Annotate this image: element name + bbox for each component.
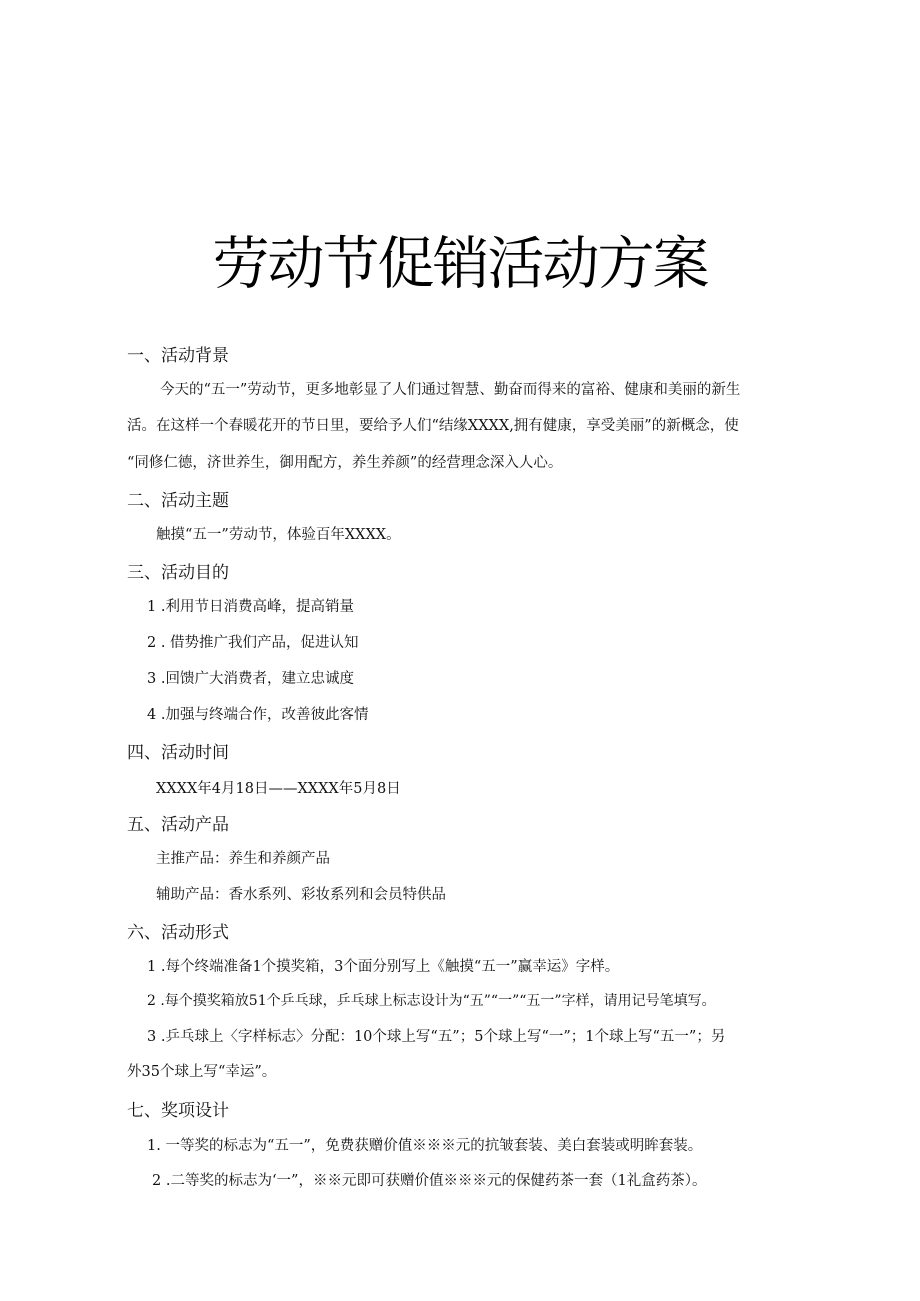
paragraph-line: 辅助产品：香水系列、彩妆系列和会员特供品 [156,887,446,903]
paragraph-line: 活。在这样一个春暖花开的节日里，要给予人们“结缘XXXX,拥有健康，享受美丽”的新概念，使 [127,418,739,434]
list-item: 4 .加强与终端合作，改善彼此客情 [147,707,369,723]
document-title: 劳动节促销活动方案 [212,231,708,297]
section-heading-theme: 二、活动主题 [127,491,229,511]
paragraph-line: 今天的“五一”劳动节，更多地彰显了人们通过智慧、勤奋而得来的富裕、健康和美丽的新生 [160,382,741,398]
list-item: 3 .乒乓球上〈字样标志〉分配：10个球上写“五”；5个球上写“一”；1个球上写“五一”；另 [147,1029,726,1045]
list-item: 2 .二等奖的标志为‘一”，※※元即可获赠价值※※※元的保健药茶一套（1礼盒药茶）。 [152,1173,707,1189]
paragraph-line: 外35个球上写“幸运”。 [127,1064,277,1080]
paragraph-line: XXXX年4月18日——XXXX年5月8日 [156,781,401,797]
list-item: 3 .回馈广大消费者，建立忠诚度 [147,671,354,687]
list-item: 2 .每个摸奖箱放51个乒乓球，乒乓球上标志设计为“五”“一”“五一”字样，请用记号笔填写。 [147,993,716,1009]
list-item: 1 .每个终端准备1个摸奖箱，3个面分别写上《触摸“五一”赢幸运》字样。 [147,959,620,975]
list-item: 1 .利用节日消费高峰，提高销量 [147,599,354,615]
section-heading-prizes: 七、奖项设计 [127,1101,229,1121]
section-heading-background: 一、活动背景 [127,346,229,366]
list-item: 1. 一等奖的标志为“五一”，免费获赠价值※※※元的抗皱套装、美白套装或明眸套装。 [147,1138,703,1154]
paragraph-line: 主推产品：养生和养颜产品 [156,851,330,867]
list-item: 2 . 借势推广我们产品，促进认知 [147,635,359,651]
section-heading-products: 五、活动产品 [127,815,229,835]
paragraph-line: “同修仁德，济世养生，御用配方，养生养颜”的经营理念深入人心。 [127,455,563,471]
section-heading-format: 六、活动形式 [127,923,229,943]
paragraph-line: 触摸“五一”劳动节，体验百年XXXX。 [156,527,401,543]
section-heading-purpose: 三、活动目的 [127,563,229,583]
section-heading-time: 四、活动时间 [127,743,229,763]
